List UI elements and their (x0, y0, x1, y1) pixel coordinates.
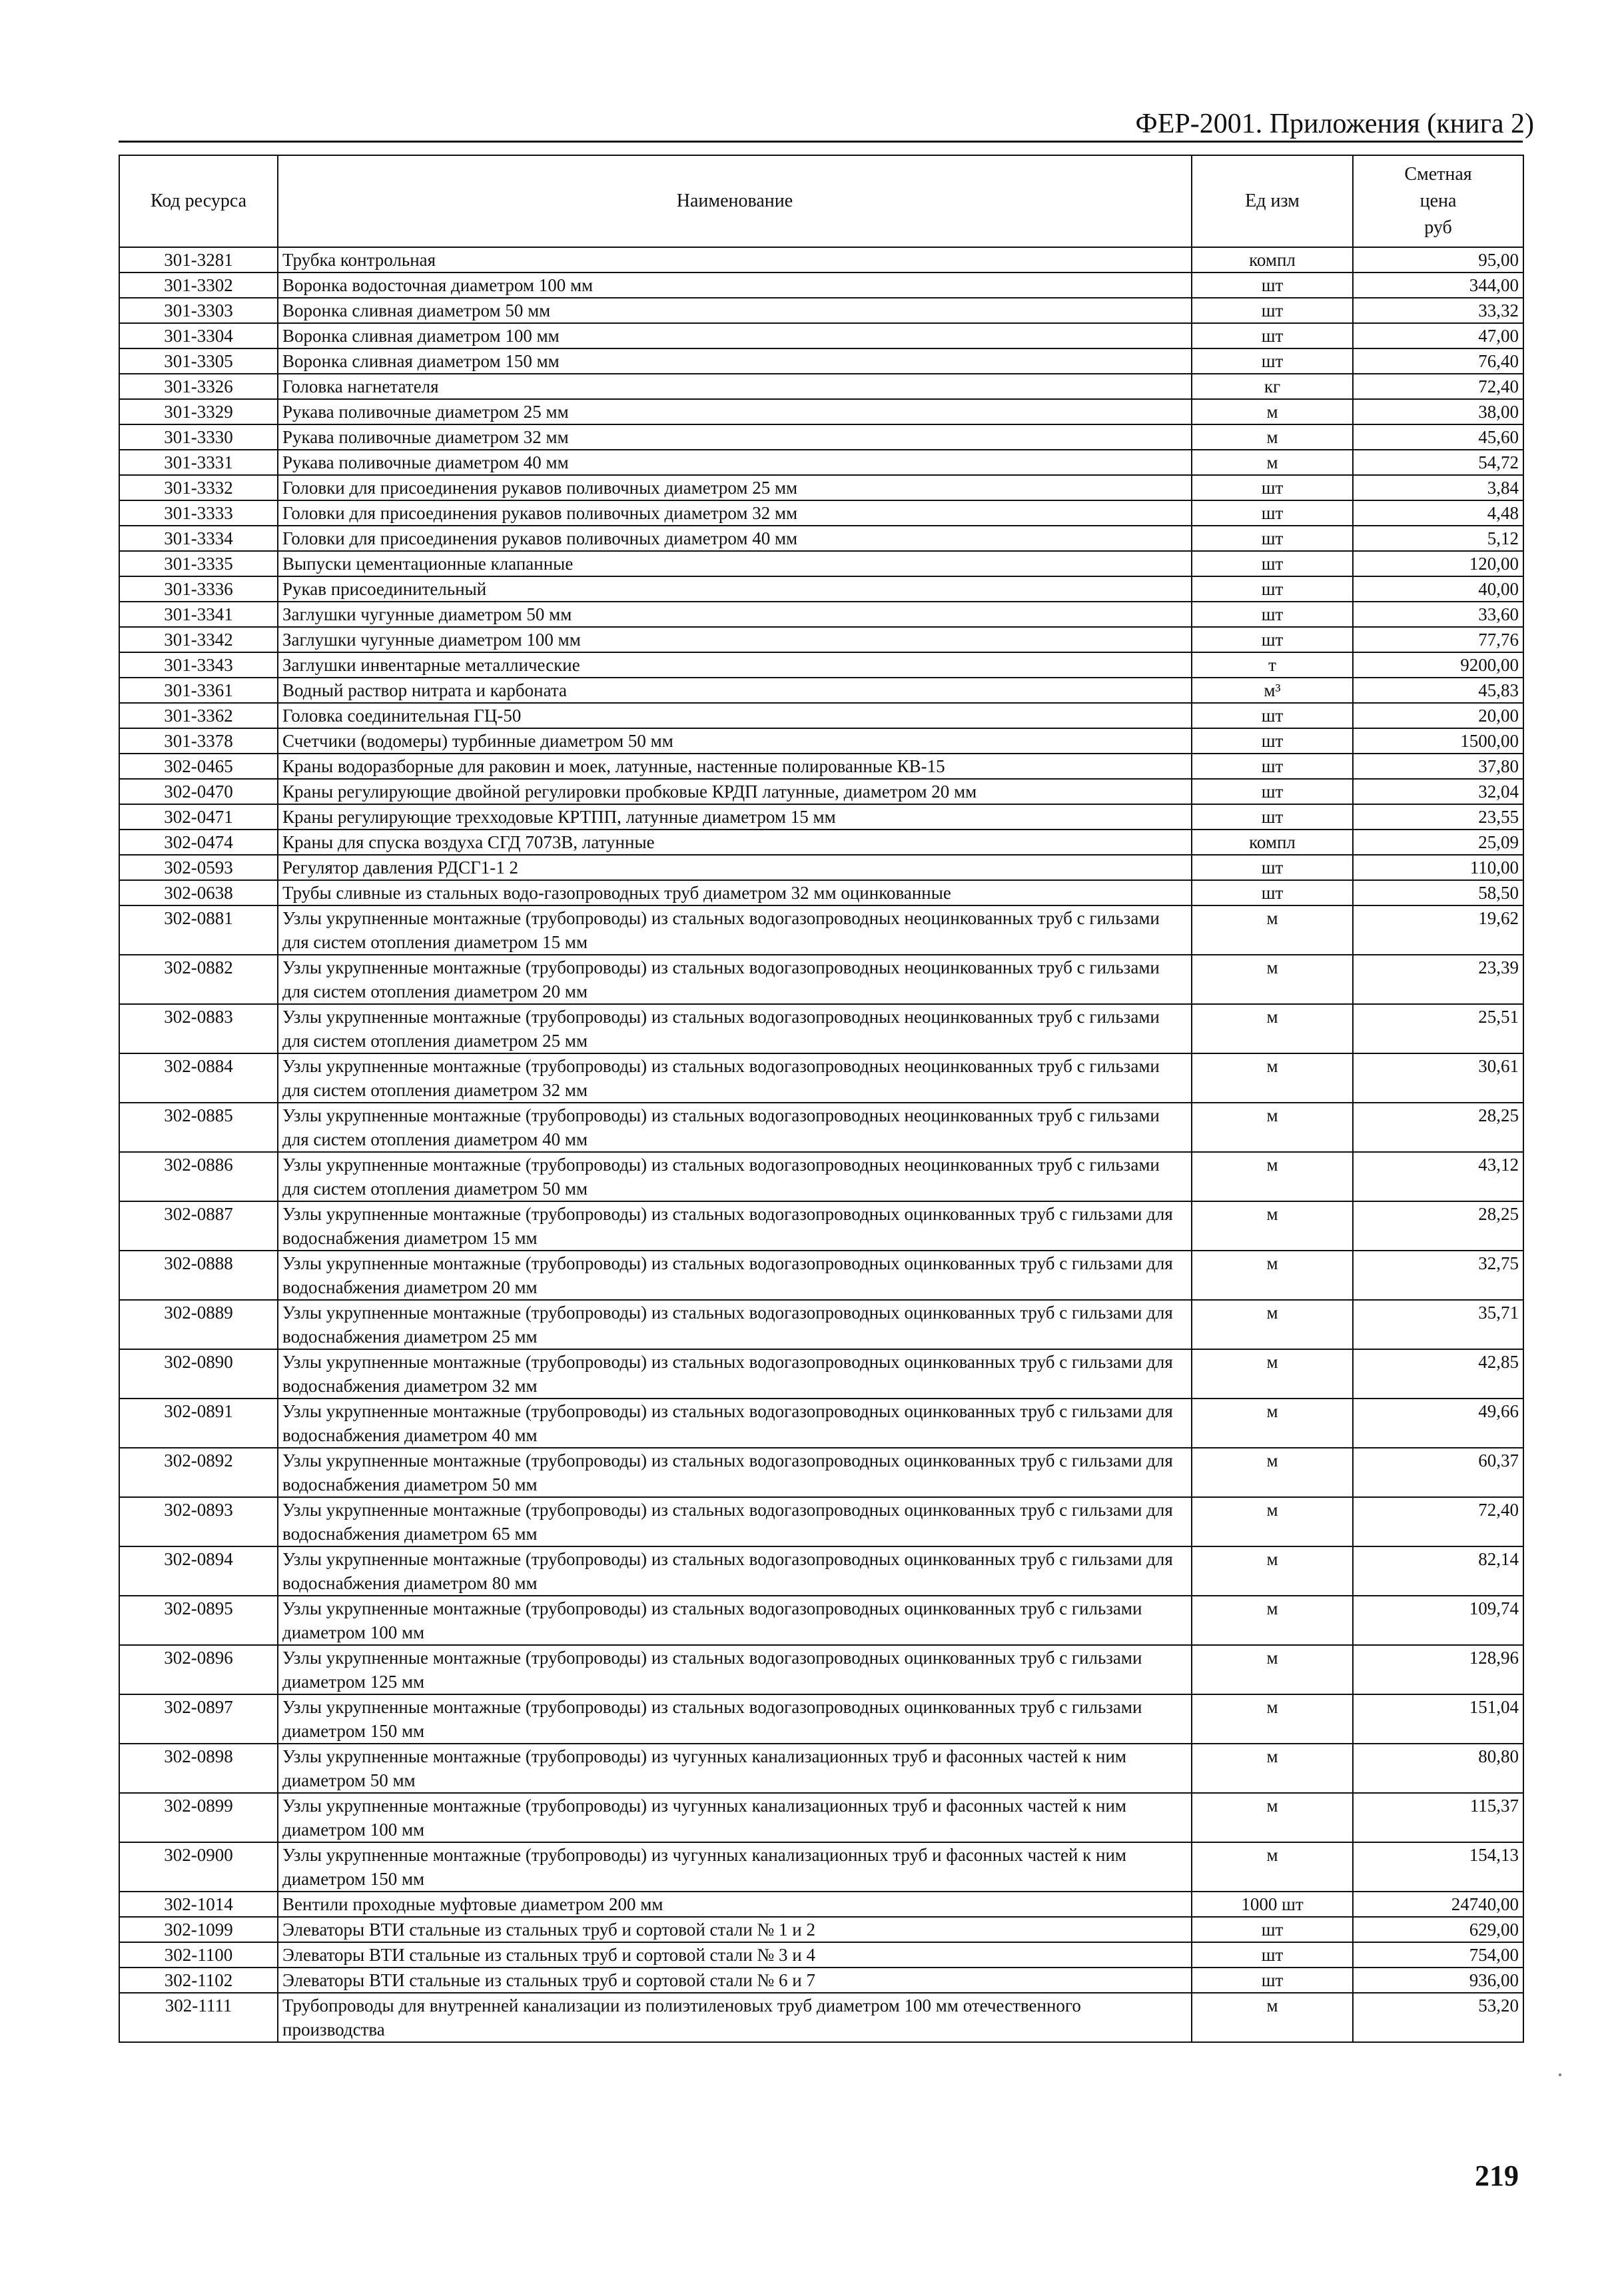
cell-unit: м (1192, 1300, 1353, 1349)
cell-name: Узлы укрупненные монтажные (трубопроводы) из стальных водогазопроводных неоцинкованных труб с гильзами для систем отопления диаметром 25 мм (278, 1004, 1192, 1053)
cell-code: 301-3361 (119, 678, 278, 703)
table-row (119, 779, 1523, 804)
cell-name: Вентили проходные муфтовые диаметром 200 мм (278, 1892, 1192, 1917)
cell-name: Узлы укрупненные монтажные (трубопроводы) из стальных водогазопроводных оцинкованных труб с гильзами для водоснабжения диаметром 65 мм (278, 1497, 1192, 1546)
cell-price: 32,75 (1353, 1251, 1523, 1300)
cell-name: Узлы укрупненные монтажные (трубопроводы) из стальных водогазопроводных неоцинкованных труб с гильзами для систем отопления диаметром 15 мм (278, 905, 1192, 955)
cell-price: 5,12 (1353, 526, 1523, 551)
table-row (119, 754, 1523, 779)
cell-unit: м (1192, 450, 1353, 475)
cell-price: 49,66 (1353, 1399, 1523, 1448)
cell-name: Узлы укрупненные монтажные (трубопроводы) из стальных водогазопроводных оцинкованных труб с гильзами для водоснабжения диаметром 15 мм (278, 1201, 1192, 1251)
table-row (119, 1968, 1523, 1993)
cell-code: 302-0593 (119, 855, 278, 880)
cell-price: 53,20 (1353, 1993, 1523, 2042)
cell-price: 40,00 (1353, 576, 1523, 602)
cell-unit: м (1192, 1103, 1353, 1152)
cell-unit: шт (1192, 627, 1353, 652)
cell-unit: шт (1192, 551, 1353, 576)
cell-name: Рукава поливочные диаметром 25 мм (278, 399, 1192, 424)
column-header-name: Наименование (278, 155, 1192, 247)
cell-code: 302-1014 (119, 1892, 278, 1917)
cell-unit: м (1192, 1399, 1353, 1448)
cell-code: 302-0895 (119, 1596, 278, 1645)
table-row (119, 880, 1523, 905)
cell-price: 19,62 (1353, 905, 1523, 955)
table-row (119, 1053, 1523, 1103)
cell-price: 76,40 (1353, 348, 1523, 374)
cell-price: 37,80 (1353, 754, 1523, 779)
table-row (119, 1892, 1523, 1917)
page-number: 219 (1475, 2159, 1519, 2192)
cell-code: 301-3335 (119, 551, 278, 576)
cell-name: Регулятор давления РДСГ1-1 2 (278, 855, 1192, 880)
cell-price: 54,72 (1353, 450, 1523, 475)
cell-name: Краны регулирующие двойной регулировки пробковые КРДП латунные, диаметром 20 мм (278, 779, 1192, 804)
cell-unit: м³ (1192, 678, 1353, 703)
cell-code: 301-3342 (119, 627, 278, 652)
cell-unit: шт (1192, 880, 1353, 905)
table-row (119, 424, 1523, 450)
table-row (119, 1004, 1523, 1053)
cell-name: Головка нагнетателя (278, 374, 1192, 399)
cell-unit: шт (1192, 500, 1353, 526)
table-row (119, 1917, 1523, 1942)
cell-code: 302-0886 (119, 1152, 278, 1201)
cell-unit: м (1192, 1152, 1353, 1201)
cell-price: 110,00 (1353, 855, 1523, 880)
cell-price: 25,51 (1353, 1004, 1523, 1053)
cell-name: Трубка контрольная (278, 247, 1192, 273)
cell-price: 60,37 (1353, 1448, 1523, 1497)
header-rule (119, 141, 1523, 143)
cell-code: 302-0638 (119, 880, 278, 905)
table-row (119, 1744, 1523, 1793)
cell-code: 301-3336 (119, 576, 278, 602)
cell-unit: шт (1192, 576, 1353, 602)
table-row (119, 678, 1523, 703)
cell-code: 301-3343 (119, 652, 278, 678)
table-row (119, 855, 1523, 880)
cell-price: 9200,00 (1353, 652, 1523, 678)
cell-unit: шт (1192, 348, 1353, 374)
cell-unit: шт (1192, 703, 1353, 728)
cell-code: 301-3378 (119, 728, 278, 754)
cell-code: 301-3341 (119, 602, 278, 627)
cell-unit: м (1192, 1596, 1353, 1645)
cell-unit: кг (1192, 374, 1353, 399)
table-row (119, 1399, 1523, 1448)
cell-code: 302-0894 (119, 1546, 278, 1596)
cell-unit: шт (1192, 273, 1353, 298)
cell-code: 302-0899 (119, 1793, 278, 1842)
cell-price: 38,00 (1353, 399, 1523, 424)
cell-code: 301-3329 (119, 399, 278, 424)
cell-price: 72,40 (1353, 1497, 1523, 1546)
cell-price: 115,37 (1353, 1793, 1523, 1842)
table-row (119, 1842, 1523, 1892)
cell-price: 28,25 (1353, 1103, 1523, 1152)
cell-code: 302-0882 (119, 955, 278, 1004)
cell-name: Головки для присоединения рукавов поливочных диаметром 40 мм (278, 526, 1192, 551)
cell-name: Узлы укрупненные монтажные (трубопроводы) из стальных водогазопроводных оцинкованных труб с гильзами диаметром 100 мм (278, 1596, 1192, 1645)
cell-unit: м (1192, 1448, 1353, 1497)
table-row (119, 830, 1523, 855)
cell-price: 43,12 (1353, 1152, 1523, 1201)
cell-unit: м (1192, 1744, 1353, 1793)
cell-name: Головки для присоединения рукавов поливочных диаметром 25 мм (278, 475, 1192, 500)
cell-code: 301-3326 (119, 374, 278, 399)
cell-unit: м (1192, 1842, 1353, 1892)
cell-code: 302-1100 (119, 1942, 278, 1968)
cell-code: 301-3331 (119, 450, 278, 475)
cell-price: 154,13 (1353, 1842, 1523, 1892)
cell-unit: шт (1192, 526, 1353, 551)
cell-unit: компл (1192, 830, 1353, 855)
cell-code: 302-0898 (119, 1744, 278, 1793)
cell-unit: шт (1192, 475, 1353, 500)
column-header-unit: Ед изм (1192, 155, 1353, 247)
table-row (119, 1349, 1523, 1399)
cell-name: Заглушки чугунные диаметром 100 мм (278, 627, 1192, 652)
cell-name: Узлы укрупненные монтажные (трубопроводы) из стальных водогазопроводных неоцинкованных труб с гильзами для систем отопления диаметром 20 мм (278, 955, 1192, 1004)
column-header-price (1353, 155, 1523, 247)
cell-price: 32,04 (1353, 779, 1523, 804)
cell-name: Трубы сливные из стальных водо-газопроводных труб диаметром 32 мм оцинкованные (278, 880, 1192, 905)
cell-name: Водный раствор нитрата и карбоната (278, 678, 1192, 703)
cell-name: Узлы укрупненные монтажные (трубопроводы) из стальных водогазопроводных оцинкованных труб с гильзами для водоснабжения диаметром 32 мм (278, 1349, 1192, 1399)
table-row (119, 475, 1523, 500)
cell-name: Воронка сливная диаметром 50 мм (278, 298, 1192, 323)
cell-price: 42,85 (1353, 1349, 1523, 1399)
cell-name: Узлы укрупненные монтажные (трубопроводы) из стальных водогазопроводных оцинкованных труб с гильзами для водоснабжения диаметром 40 мм (278, 1399, 1192, 1448)
cell-price: 45,83 (1353, 678, 1523, 703)
table-row (119, 450, 1523, 475)
cell-unit: м (1192, 1053, 1353, 1103)
cell-price: 20,00 (1353, 703, 1523, 728)
cell-unit: м (1192, 1694, 1353, 1744)
cell-name: Рукава поливочные диаметром 40 мм (278, 450, 1192, 475)
cell-name: Узлы укрупненные монтажные (трубопроводы) из стальных водогазопроводных оцинкованных труб с гильзами для водоснабжения диаметром 80 мм (278, 1546, 1192, 1596)
cell-unit: м (1192, 955, 1353, 1004)
cell-price: 47,00 (1353, 323, 1523, 348)
cell-name: Узлы укрупненные монтажные (трубопроводы) из стальных водогазопроводных оцинкованных труб с гильзами диаметром 125 мм (278, 1645, 1192, 1694)
cell-price: 95,00 (1353, 247, 1523, 273)
cell-name: Узлы укрупненные монтажные (трубопроводы) из стальных водогазопроводных оцинкованных труб с гильзами для водоснабжения диаметром 25 мм (278, 1300, 1192, 1349)
resource-price-table (119, 155, 1524, 2043)
table-row (119, 551, 1523, 576)
cell-unit: 1000 шт (1192, 1892, 1353, 1917)
cell-unit: шт (1192, 728, 1353, 754)
cell-price: 45,60 (1353, 424, 1523, 450)
cell-unit: м (1192, 1251, 1353, 1300)
cell-name: Элеваторы ВТИ стальные из стальных труб и сортовой стали № 3 и 4 (278, 1942, 1192, 1968)
cell-price: 30,61 (1353, 1053, 1523, 1103)
cell-code: 302-0881 (119, 905, 278, 955)
table-row (119, 576, 1523, 602)
cell-unit: шт (1192, 804, 1353, 830)
cell-name: Узлы укрупненные монтажные (трубопроводы) из стальных водогазопроводных неоцинкованных труб с гильзами для систем отопления диаметром 32 мм (278, 1053, 1192, 1103)
table-row (119, 703, 1523, 728)
cell-name: Узлы укрупненные монтажные (трубопроводы) из чугунных канализационных труб и фасонных частей к ним диаметром 50 мм (278, 1744, 1192, 1793)
table-row (119, 500, 1523, 526)
table-row (119, 905, 1523, 955)
cell-unit: шт (1192, 779, 1353, 804)
cell-code: 302-0465 (119, 754, 278, 779)
cell-code: 301-3303 (119, 298, 278, 323)
cell-code: 302-1102 (119, 1968, 278, 1993)
cell-price: 754,00 (1353, 1942, 1523, 1968)
cell-name: Счетчики (водомеры) турбинные диаметром 50 мм (278, 728, 1192, 754)
cell-code: 302-1099 (119, 1917, 278, 1942)
cell-code: 302-0883 (119, 1004, 278, 1053)
cell-code: 302-0896 (119, 1645, 278, 1694)
cell-price: 1500,00 (1353, 728, 1523, 754)
table-header-row (119, 155, 1523, 247)
cell-unit: м (1192, 399, 1353, 424)
cell-code: 302-0888 (119, 1251, 278, 1300)
cell-unit: шт (1192, 1942, 1353, 1968)
cell-code: 301-3362 (119, 703, 278, 728)
page-header-title: ФЕР-2001. Приложения (книга 2) (1135, 109, 1534, 139)
cell-price: 629,00 (1353, 1917, 1523, 1942)
table-row (119, 399, 1523, 424)
column-header-code: Код ресурса (119, 155, 278, 247)
cell-unit: м (1192, 1349, 1353, 1399)
cell-price: 72,40 (1353, 374, 1523, 399)
cell-code: 302-0891 (119, 1399, 278, 1448)
table-row (119, 602, 1523, 627)
table-row (119, 1152, 1523, 1201)
cell-name: Воронка сливная диаметром 100 мм (278, 323, 1192, 348)
cell-code: 302-0471 (119, 804, 278, 830)
table-row (119, 1201, 1523, 1251)
cell-price: 25,09 (1353, 830, 1523, 855)
cell-name: Узлы укрупненные монтажные (трубопроводы) из стальных водогазопроводных неоцинкованных труб с гильзами для систем отопления диаметром 50 мм (278, 1152, 1192, 1201)
cell-name: Воронка водосточная диаметром 100 мм (278, 273, 1192, 298)
cell-code: 301-3302 (119, 273, 278, 298)
cell-price: 23,39 (1353, 955, 1523, 1004)
table-row (119, 652, 1523, 678)
cell-code: 301-3334 (119, 526, 278, 551)
cell-price: 23,55 (1353, 804, 1523, 830)
cell-price: 58,50 (1353, 880, 1523, 905)
cell-name: Узлы укрупненные монтажные (трубопроводы) из чугунных канализационных труб и фасонных частей к ним диаметром 100 мм (278, 1793, 1192, 1842)
cell-price: 128,96 (1353, 1645, 1523, 1694)
cell-unit: шт (1192, 323, 1353, 348)
table-row (119, 627, 1523, 652)
cell-price: 151,04 (1353, 1694, 1523, 1744)
cell-price: 33,60 (1353, 602, 1523, 627)
cell-code: 301-3304 (119, 323, 278, 348)
cell-price: 80,80 (1353, 1744, 1523, 1793)
cell-code: 302-0900 (119, 1842, 278, 1892)
cell-price: 77,76 (1353, 627, 1523, 652)
cell-code: 302-0893 (119, 1497, 278, 1546)
cell-code: 301-3333 (119, 500, 278, 526)
table-row (119, 1251, 1523, 1300)
table-row (119, 1546, 1523, 1596)
cell-price: 344,00 (1353, 273, 1523, 298)
cell-price: 82,14 (1353, 1546, 1523, 1596)
cell-price: 120,00 (1353, 551, 1523, 576)
cell-unit: шт (1192, 855, 1353, 880)
table-row (119, 1300, 1523, 1349)
table-row (119, 298, 1523, 323)
cell-name: Узлы укрупненные монтажные (трубопроводы) из стальных водогазопроводных оцинкованных труб с гильзами для водоснабжения диаметром 50 мм (278, 1448, 1192, 1497)
table-row (119, 1694, 1523, 1744)
cell-name: Рукав присоединительный (278, 576, 1192, 602)
cell-unit: м (1192, 905, 1353, 955)
cell-name: Головки для присоединения рукавов поливочных диаметром 32 мм (278, 500, 1192, 526)
table-row (119, 1497, 1523, 1546)
cell-name: Заглушки инвентарные металлические (278, 652, 1192, 678)
cell-code: 301-3332 (119, 475, 278, 500)
table-row (119, 1103, 1523, 1152)
cell-name: Узлы укрупненные монтажные (трубопроводы) из чугунных канализационных труб и фасонных частей к ним диаметром 150 мм (278, 1842, 1192, 1892)
cell-name: Узлы укрупненные монтажные (трубопроводы) из стальных водогазопроводных оцинкованных труб с гильзами для водоснабжения диаметром 20 мм (278, 1251, 1192, 1300)
cell-code: 301-3330 (119, 424, 278, 450)
table-row (119, 1793, 1523, 1842)
table-row (119, 348, 1523, 374)
cell-unit: шт (1192, 602, 1353, 627)
cell-code: 302-0470 (119, 779, 278, 804)
cell-name: Элеваторы ВТИ стальные из стальных труб и сортовой стали № 1 и 2 (278, 1917, 1192, 1942)
table-row (119, 273, 1523, 298)
cell-price: 35,71 (1353, 1300, 1523, 1349)
cell-unit: шт (1192, 1968, 1353, 1993)
cell-name: Трубопроводы для внутренней канализации из полиэтиленовых труб диаметром 100 мм отечественного производства (278, 1993, 1192, 2042)
cell-price: 3,84 (1353, 475, 1523, 500)
table-row (119, 247, 1523, 273)
table-row (119, 1942, 1523, 1968)
cell-name: Краны для спуска воздуха СГД 7073В, латунные (278, 830, 1192, 855)
cell-name: Узлы укрупненные монтажные (трубопроводы) из стальных водогазопроводных оцинкованных труб с гильзами диаметром 150 мм (278, 1694, 1192, 1744)
cell-unit: м (1192, 1546, 1353, 1596)
cell-name: Заглушки чугунные диаметром 50 мм (278, 602, 1192, 627)
cell-price: 33,32 (1353, 298, 1523, 323)
table-row (119, 526, 1523, 551)
cell-name: Узлы укрупненные монтажные (трубопроводы) из стальных водогазопроводных неоцинкованных труб с гильзами для систем отопления диаметром 40 мм (278, 1103, 1192, 1152)
cell-price: 109,74 (1353, 1596, 1523, 1645)
table-row (119, 1596, 1523, 1645)
scan-speck (1559, 2073, 1561, 2076)
table-row (119, 728, 1523, 754)
cell-code: 302-0884 (119, 1053, 278, 1103)
cell-code: 301-3281 (119, 247, 278, 273)
cell-code: 302-1111 (119, 1993, 278, 2042)
cell-code: 302-0885 (119, 1103, 278, 1152)
table-row (119, 955, 1523, 1004)
table-row (119, 804, 1523, 830)
cell-unit: м (1192, 1793, 1353, 1842)
cell-unit: м (1192, 1497, 1353, 1546)
cell-name: Рукава поливочные диаметром 32 мм (278, 424, 1192, 450)
cell-name: Элеваторы ВТИ стальные из стальных труб и сортовой стали № 6 и 7 (278, 1968, 1192, 1993)
cell-code: 302-0474 (119, 830, 278, 855)
cell-unit: шт (1192, 1917, 1353, 1942)
column-header-price-line2: цена (1419, 191, 1457, 211)
column-header-price-line1: Сметная (1404, 164, 1472, 185)
cell-unit: м (1192, 1645, 1353, 1694)
cell-unit: м (1192, 1201, 1353, 1251)
cell-unit: м (1192, 1993, 1353, 2042)
cell-price: 28,25 (1353, 1201, 1523, 1251)
table-body (119, 247, 1523, 2042)
cell-unit: шт (1192, 298, 1353, 323)
cell-code: 302-0892 (119, 1448, 278, 1497)
table-row (119, 323, 1523, 348)
cell-price: 24740,00 (1353, 1892, 1523, 1917)
cell-code: 302-0889 (119, 1300, 278, 1349)
cell-code: 301-3305 (119, 348, 278, 374)
cell-price: 4,48 (1353, 500, 1523, 526)
table-row (119, 1993, 1523, 2042)
table-row (119, 374, 1523, 399)
cell-code: 302-0897 (119, 1694, 278, 1744)
cell-unit: м (1192, 424, 1353, 450)
column-header-price-line3: руб (1424, 217, 1452, 238)
cell-price: 936,00 (1353, 1968, 1523, 1993)
cell-unit: шт (1192, 754, 1353, 779)
cell-code: 302-0890 (119, 1349, 278, 1399)
cell-unit: компл (1192, 247, 1353, 273)
cell-name: Краны водоразборные для раковин и моек, латунные, настенные полированные КВ-15 (278, 754, 1192, 779)
cell-name: Головка соединительная ГЦ-50 (278, 703, 1192, 728)
table-row (119, 1645, 1523, 1694)
cell-code: 302-0887 (119, 1201, 278, 1251)
cell-name: Выпуски цементационные клапанные (278, 551, 1192, 576)
table-row (119, 1448, 1523, 1497)
cell-name: Воронка сливная диаметром 150 мм (278, 348, 1192, 374)
cell-unit: т (1192, 652, 1353, 678)
cell-name: Краны регулирующие трехходовые КРТПП, латунные диаметром 15 мм (278, 804, 1192, 830)
cell-unit: м (1192, 1004, 1353, 1053)
